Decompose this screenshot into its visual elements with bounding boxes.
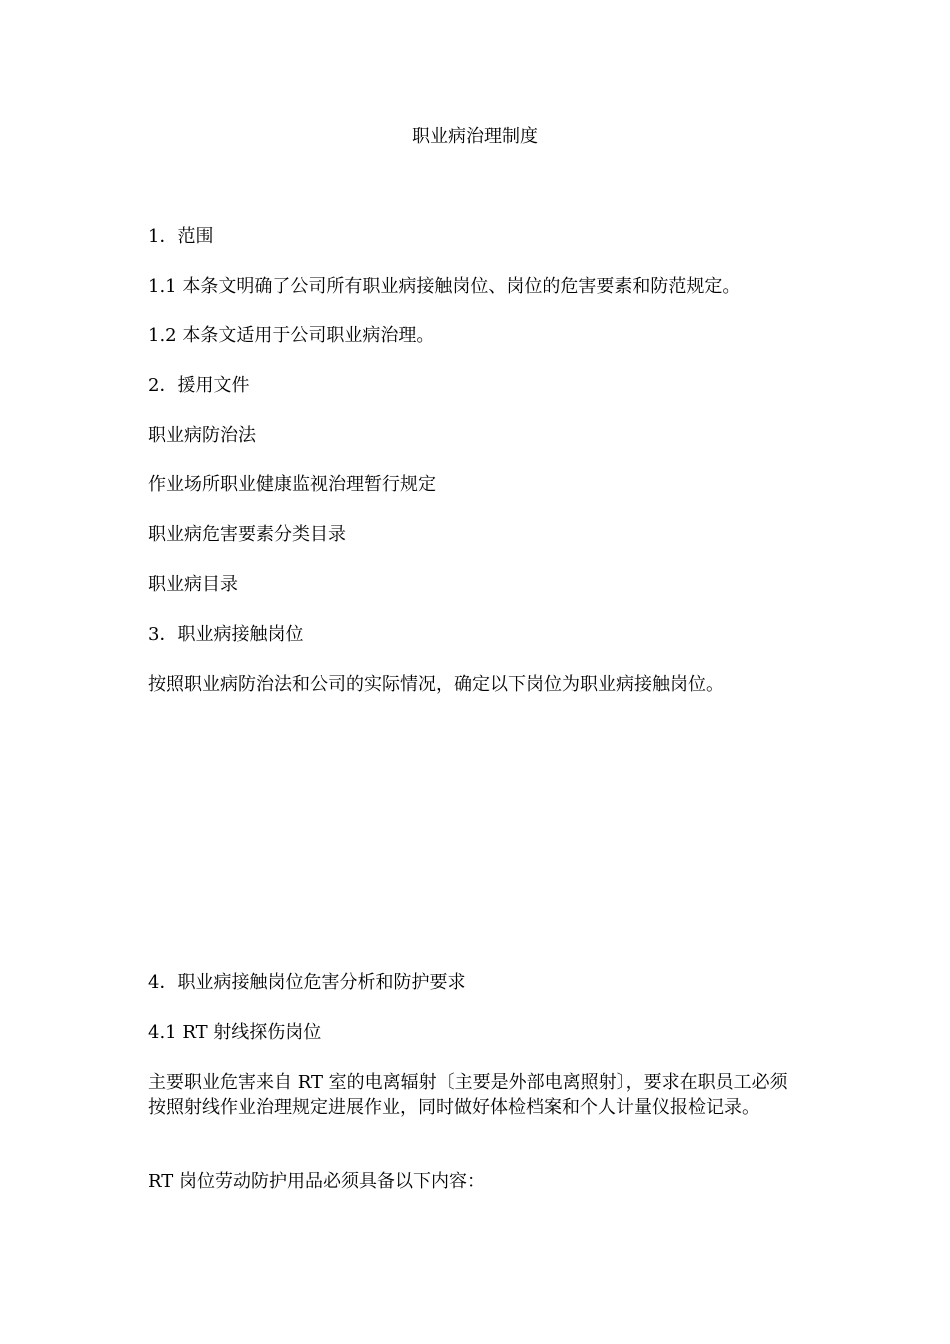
paragraph-1-2: 1.2 本条文适用于公司职业病治理。 — [148, 325, 435, 346]
section-heading-positions: 3．职业病接触岗位 — [148, 624, 304, 645]
reference-item: 职业病防治法 — [148, 425, 256, 446]
section-heading-hazard-analysis: 4．职业病接触岗位危害分析和防护要求 — [148, 972, 466, 993]
section-heading-scope: 1．范围 — [148, 226, 214, 247]
paragraph-rt-ppe: RT 岗位劳动防护用品必须具备以下内容： — [148, 1171, 485, 1192]
reference-item: 作业场所职业健康监视治理暂行规定 — [148, 474, 436, 495]
subsection-heading-rt: 4.1 RT 射线探伤岗位 — [148, 1022, 322, 1043]
section-heading-references: 2．援用文件 — [148, 375, 250, 396]
paragraph-3-body: 按照职业病防治法和公司的实际情况，确定以下岗位为职业病接触岗位。 — [148, 674, 724, 695]
paragraph-rt-body: 主要职业危害来自 RT 室的电离辐射〔主要是外部电离照射〕，要求在职员工必须按照射线作业治理规定进展作业，同时做好体检档案和个人计量仪报检记录。 — [148, 1072, 788, 1118]
document-title: 职业病治理制度 — [412, 126, 538, 147]
reference-item: 职业病危害要素分类目录 — [148, 524, 346, 545]
paragraph-1-1: 1.1 本条文明确了公司所有职业病接触岗位、岗位的危害要素和防范规定。 — [148, 276, 741, 297]
reference-item: 职业病目录 — [148, 574, 238, 595]
